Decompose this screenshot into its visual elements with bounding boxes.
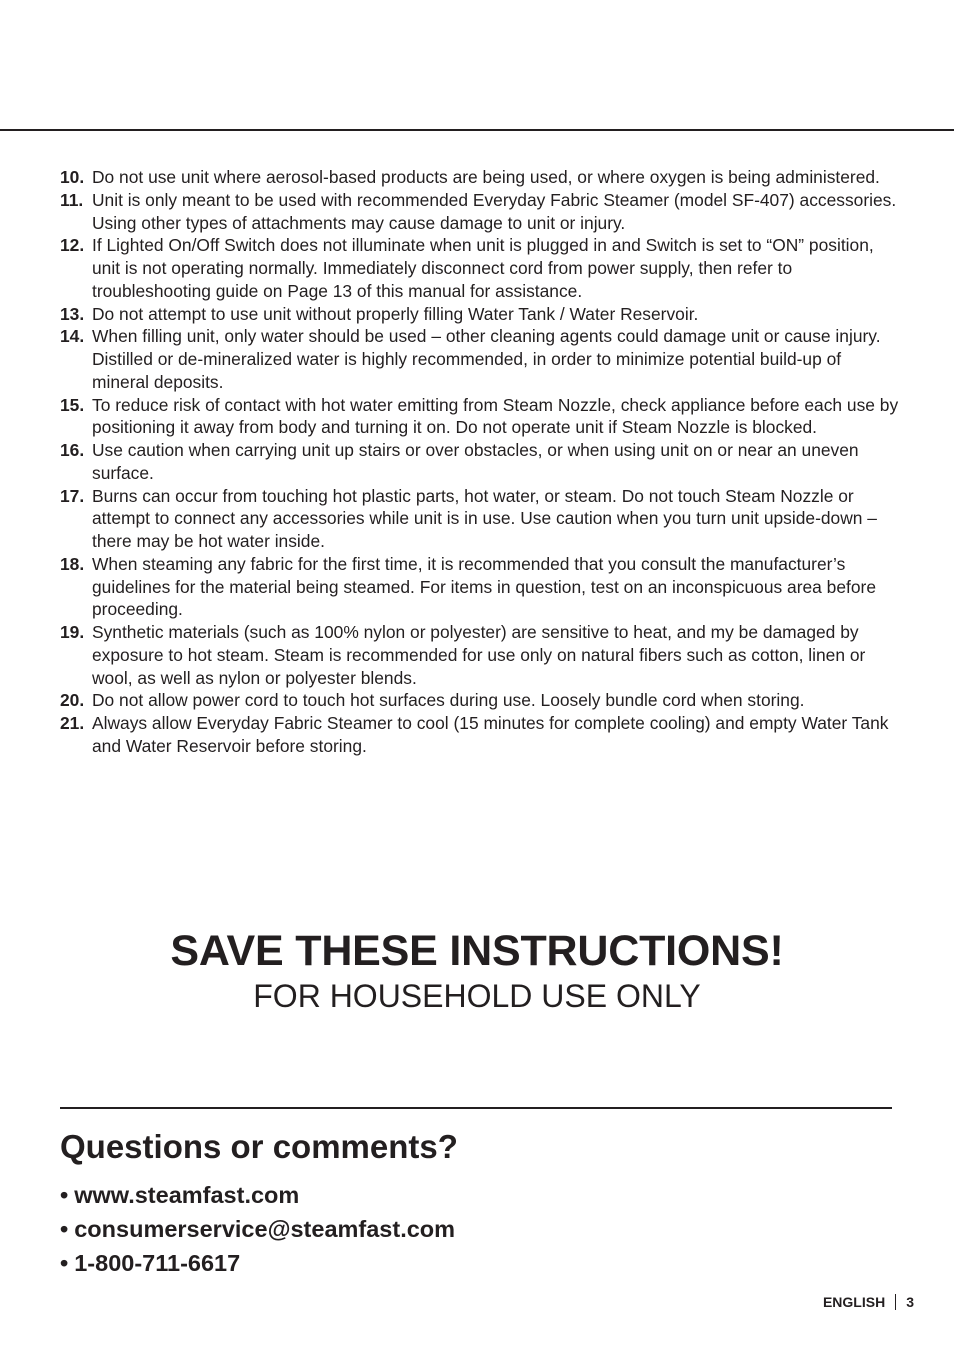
item-text: Use caution when carrying unit up stairs or over obstacles, or when using unit on or near an uneven surface. <box>92 440 859 483</box>
footer-separator <box>895 1294 896 1310</box>
bullet: • <box>60 1250 69 1276</box>
item-number: 18. <box>60 553 85 574</box>
item-text: Always allow Everyday Fabric Steamer to cool (15 minutes for complete cooling) and empty Water Tank and Water Reservoir before storing. <box>92 713 889 756</box>
instruction-item <box>60 189 900 235</box>
item-text: Do not attempt to use unit without properly filling Water Tank / Water Reservoir. <box>92 303 699 324</box>
page-footer <box>823 1293 914 1311</box>
item-number: 21. <box>60 713 85 733</box>
item-number: 17. <box>60 485 85 506</box>
item-number: 12. <box>60 235 85 256</box>
contact-email <box>60 1212 455 1246</box>
household-use-subheading: FOR HOUSEHOLD USE ONLY <box>253 978 701 1014</box>
safety-instructions-list <box>60 166 900 758</box>
contact-list <box>60 1178 455 1280</box>
contact-phone <box>60 1246 455 1280</box>
item-text: Burns can occur from touching hot plastic parts, hot water, or steam. Do not touch Steam Nozzle or attempt to connect any accessories while unit is in use. Use caution when you turn unit upside-down – there may be hot water inside. <box>92 485 877 551</box>
item-text: To reduce risk of contact with hot water emitting from Steam Nozzle, check appliance before each use by positioning it away from body and turning it on. Do not operate unit if Steam Nozzle is blocked. <box>92 394 899 438</box>
item-text: Do not use unit where aerosol-based products are being used, or where oxygen is being administered. <box>92 167 880 187</box>
footer-language: ENGLISH <box>822 1294 886 1310</box>
page-number: 3 <box>906 1294 914 1310</box>
item-number: 16. <box>60 440 85 460</box>
item-number: 10. <box>60 167 85 187</box>
email-link[interactable]: consumerservice@steamfast.com <box>74 1216 456 1242</box>
save-instructions-block <box>0 926 954 1016</box>
phone-number: 1-800-711-6617 <box>74 1250 241 1276</box>
item-text: Do not allow power cord to touch hot surfaces during use. Loosely bundle cord when storing. <box>92 690 805 711</box>
website-link[interactable]: www.steamfast.com <box>74 1182 300 1208</box>
item-number: 15. <box>60 394 85 415</box>
item-text: Synthetic materials (such as 100% nylon or polyester) are sensitive to heat, and my be damaged by exposure to hot steam. Steam is recommended for use only on natural fibers such as cotton, linen or wool, as well as nylon or polyester blends. <box>92 622 866 688</box>
item-number: 20. <box>60 690 85 711</box>
questions-heading: Questions or comments? <box>60 1128 458 1165</box>
save-instructions-heading: SAVE THESE INSTRUCTIONS! <box>170 927 784 975</box>
instruction-item <box>60 166 900 189</box>
item-text: If Lighted On/Off Switch does not illuminate when unit is plugged in and Switch is set to “ON” position, unit is not operating normally. Immediately disconnect cord from power supply, then refer to troubleshooting guide on Page 13 of this manual for assistance. <box>92 235 874 301</box>
bullet: • <box>60 1216 69 1242</box>
item-number: 11. <box>60 189 84 210</box>
instruction-item <box>60 689 900 712</box>
instruction-item <box>60 553 900 621</box>
item-text: When filling unit, only water should be used – other cleaning agents could damage unit or cause injury. Distilled or de-mineralized water is highly recommended, in order to minimize potential build-up of mineral deposits. <box>92 326 881 392</box>
section-divider <box>60 1107 892 1109</box>
instruction-item <box>60 303 900 326</box>
top-divider <box>0 129 954 131</box>
instruction-item <box>60 485 900 553</box>
instruction-item <box>60 712 900 758</box>
item-number: 14. <box>60 326 85 347</box>
item-text: Unit is only meant to be used with recommended Everyday Fabric Steamer (model SF-407) accessories. Using other types of attachments may cause damage to unit or injury. <box>92 189 897 233</box>
item-number: 13. <box>60 303 85 324</box>
instruction-item <box>60 621 900 689</box>
instruction-item <box>60 325 900 393</box>
item-number: 19. <box>60 622 85 642</box>
instruction-item <box>60 439 900 485</box>
instruction-item <box>60 234 900 302</box>
item-text: When steaming any fabric for the first time, it is recommended that you consult the manufacturer’s guidelines for the material being steamed. For items in question, test on an inconspicuous area before proceeding. <box>92 553 876 620</box>
contact-website <box>60 1178 455 1212</box>
bullet: • <box>60 1182 69 1208</box>
instruction-item <box>60 394 900 440</box>
